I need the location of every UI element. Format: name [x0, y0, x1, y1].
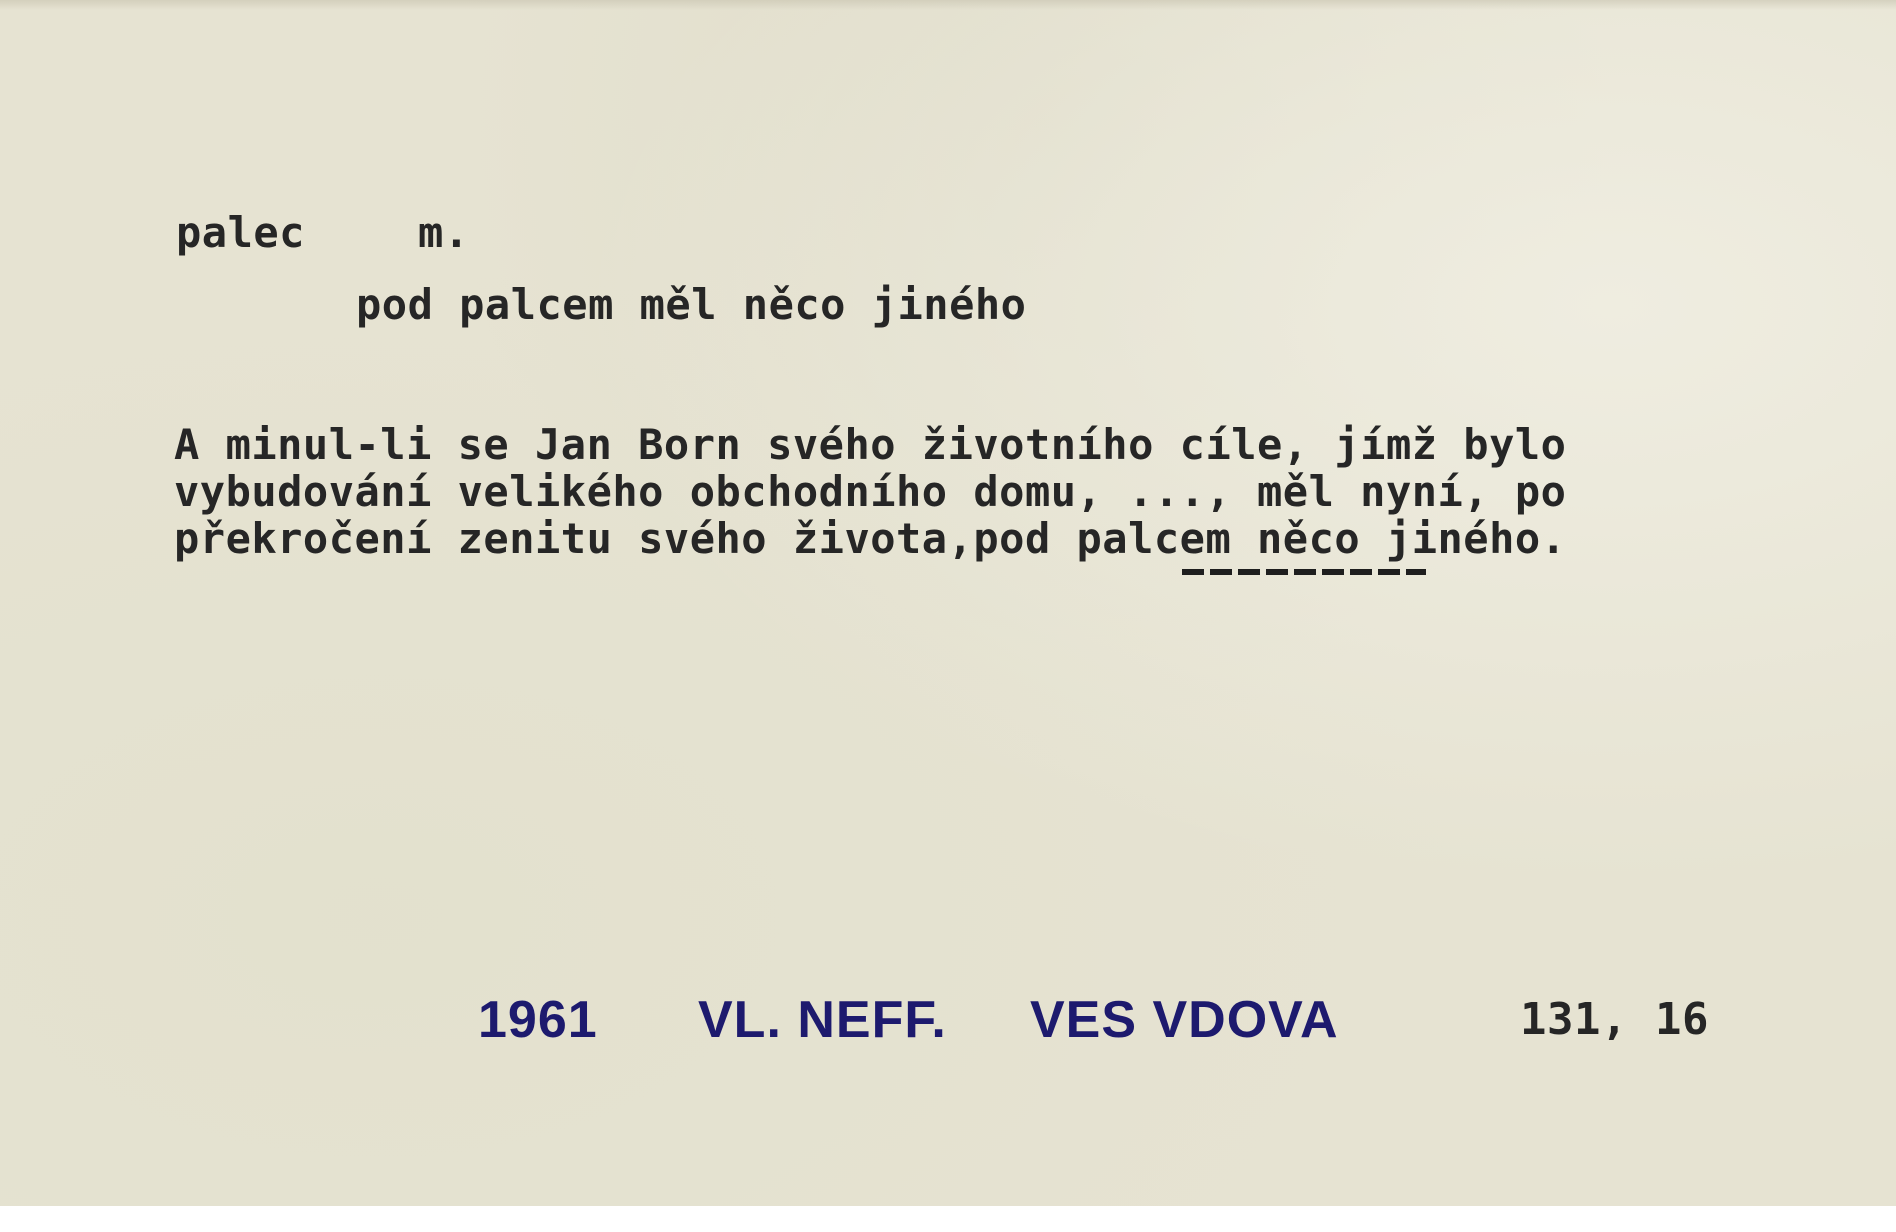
idiom-phrase: pod palcem měl něco jiného — [356, 280, 1027, 329]
source-author: VL. NEFF. — [698, 991, 947, 1049]
source-year: 1961 — [478, 991, 598, 1049]
scan-margin — [0, 1206, 1896, 1232]
phrase-underline — [1182, 569, 1426, 575]
page-reference: 131, 16 — [1520, 994, 1709, 1045]
headword: palec — [176, 208, 305, 257]
source-title: VES VDOVA — [1030, 991, 1339, 1049]
citation-line: překročení zenitu svého života,pod palcem něco jiného. — [174, 514, 1567, 563]
citation-line: A minul-li se Jan Born svého životního cíle, jímž bylo — [174, 420, 1567, 469]
citation-line: vybudování velikého obchodního domu, ..., měl nyní, po — [174, 467, 1567, 516]
grammatical-gender: m. — [418, 208, 470, 257]
